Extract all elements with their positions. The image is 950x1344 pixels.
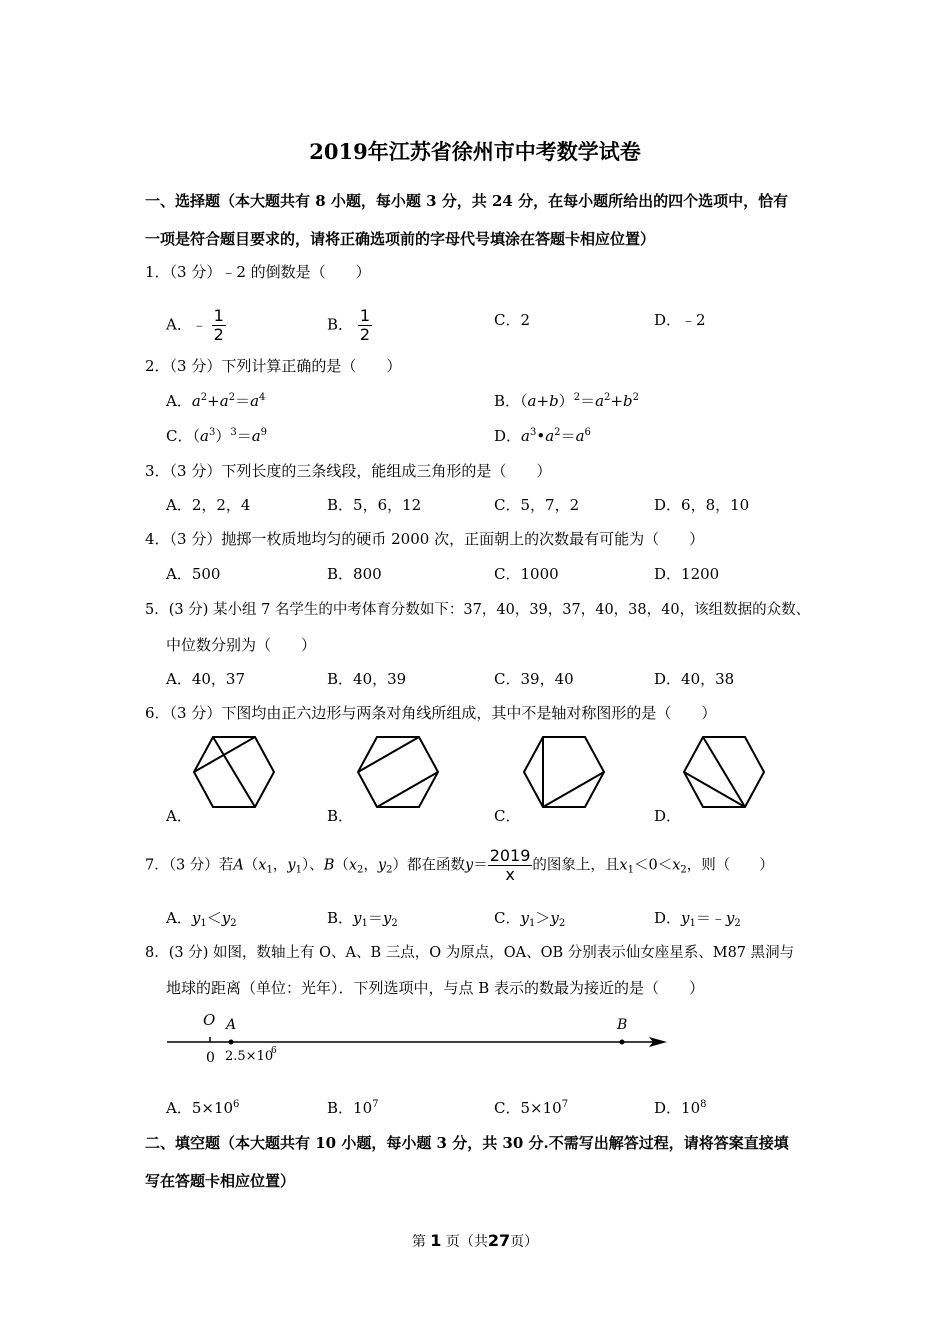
q6-option-c: C． xyxy=(494,807,521,825)
q1-option-b-fraction xyxy=(358,307,372,344)
q1-option-d: D．﹣2 xyxy=(654,311,706,329)
q1-option-a-label: A． xyxy=(166,315,192,334)
fraction-denominator: x xyxy=(505,865,515,884)
q7-end: ，则（ ） xyxy=(686,857,774,874)
q5-option-a: A．40，37 xyxy=(166,670,246,688)
q5-option-b: B．40，39 xyxy=(327,670,407,688)
q2-option-c-label: C．（ xyxy=(166,427,200,445)
q8-option-c-exp: 7 xyxy=(561,1099,569,1110)
q6-hexagon-d xyxy=(682,735,766,809)
q8-option-d xyxy=(654,1097,707,1118)
q2-option-a-label: A． xyxy=(166,392,192,410)
q5-stem-line2: 中位数分别为（ ） xyxy=(166,636,317,654)
q4-stem: 4．（3 分）抛掷一枚质地均匀的硬币 2000 次，正面朝上的次数最有可能为（ ） xyxy=(145,530,705,548)
q3-option-d: D．6，8，10 xyxy=(654,496,750,514)
q8-option-a-base: A．5×10 xyxy=(166,1099,234,1117)
q1-option-c: C．2 xyxy=(494,311,531,329)
q4-option-c: C．1000 xyxy=(494,565,559,583)
q7-option-c: C．$y_1>y_2$ xyxy=(494,909,566,929)
label-a-value: 2.5×10 xyxy=(225,1049,274,1064)
label-a: A xyxy=(226,1017,237,1033)
page-footer xyxy=(0,1231,950,1251)
q5-option-d: D．40，38 xyxy=(654,670,735,688)
q8-option-a xyxy=(166,1097,239,1118)
point-b xyxy=(620,1040,625,1045)
q3-option-c: C．5，7，2 xyxy=(494,496,580,514)
footer-page-number: 1 xyxy=(430,1231,442,1250)
q2-option-a: A．$a^2+a^2=a^4$ xyxy=(166,392,266,410)
q8-option-d-exp: 8 xyxy=(700,1099,707,1110)
footer-suffix: 页） xyxy=(510,1234,539,1250)
q5-option-c: C．39，40 xyxy=(494,670,574,688)
q2-option-d-label: D． xyxy=(494,427,522,445)
q7-option-b: B．$y_1=y_2$ xyxy=(327,909,398,929)
q7-option-a: A．$y_1<y_2$ xyxy=(166,909,237,929)
q8-option-b xyxy=(327,1097,379,1118)
q8-option-b-base: B．10 xyxy=(327,1099,373,1117)
q8-number-line xyxy=(165,1008,675,1068)
section1-heading-line1: 一、选择题（本大题共有 8 小题，每小题 3 分，共 24 分，在每小题所给出的四个选项中，恰有 xyxy=(145,192,789,210)
q6-option-b: B． xyxy=(327,807,354,825)
fraction-denominator: 2 xyxy=(213,325,224,344)
q7-mid: 都在函数 xyxy=(406,857,465,874)
q3-option-a: A．2，2，4 xyxy=(166,496,251,514)
fraction-numerator: 1 xyxy=(359,306,370,325)
q1-option-b xyxy=(327,307,372,344)
section1-heading-line2: 一项是符合题目要求的，请将正确选项前的字母代号填涂在答题卡相应位置） xyxy=(145,230,656,248)
section2-heading-line2: 写在答题卡相应位置） xyxy=(145,1172,296,1190)
q3-stem: 3．（3 分）下列长度的三条线段，能组成三角形的是（ ） xyxy=(145,462,552,480)
q8-option-c-base: C．5×10 xyxy=(494,1099,562,1117)
footer-prefix: 第 xyxy=(411,1234,426,1250)
q7-option-d: D．$y_1=﹣y_2$ xyxy=(654,909,741,929)
q8-option-b-exp: 7 xyxy=(372,1099,379,1110)
q8-stem-line1: 8．(3 分) 如图，数轴上有 O、A、B 三点，O 为原点，OA、OB 分别表示仙女座星系、M87 黑洞与 xyxy=(145,945,795,961)
q2-stem: 2．（3 分）下列计算正确的是（ ） xyxy=(145,357,402,375)
q6-option-a: A． xyxy=(166,807,192,825)
q4-option-a: A．500 xyxy=(166,565,221,583)
q2-option-d: D．$a^3•a^2=a^6$ xyxy=(494,427,591,445)
q6-stem: 6．（3 分）下图均由正六边形与两条对角线所组成，其中不是轴对称图形的是（ ） xyxy=(145,704,717,722)
q1-option-b-label: B． xyxy=(327,315,354,334)
q8-option-d-base: D．10 xyxy=(654,1099,701,1117)
q5-stem-line1: 5．(3 分) 某小组 7 名学生的中考体育分数如下：37，40，39，37，40，38，40，该组数据的众数、 xyxy=(145,602,811,618)
q6-option-d: D． xyxy=(654,807,682,825)
point-a xyxy=(229,1040,234,1045)
fraction-numerator: 2019 xyxy=(489,846,531,865)
label-o: O xyxy=(203,1011,216,1029)
q6-hexagon-c xyxy=(522,735,606,809)
footer-total-pages: 27 xyxy=(487,1231,511,1250)
q1-option-a-sign: ﹣ xyxy=(191,315,207,334)
q3-option-b: B．5，6，12 xyxy=(327,496,422,514)
q7-suffix: 的图象上，且 xyxy=(532,857,620,874)
q6-hexagon-b xyxy=(356,735,440,809)
q7-prefix: 7．（3 分）若 xyxy=(145,857,234,874)
q4-option-d: D．1200 xyxy=(654,565,720,583)
label-a-exponent: 6 xyxy=(271,1046,277,1056)
q1-option-a xyxy=(166,307,226,344)
fraction-denominator: 2 xyxy=(359,325,370,344)
q8-stem-line2: 地球的距离（单位：光年）．下列选项中，与点 B 表示的数最为接近的是（ ） xyxy=(166,979,705,997)
q8-option-c xyxy=(494,1097,568,1118)
q1-stem: 1．（3 分）﹣2 的倒数是（ ） xyxy=(145,263,371,281)
page-title: 2019年江苏省徐州市中考数学试卷 xyxy=(309,139,641,164)
q4-option-b: B．800 xyxy=(327,565,382,583)
q6-hexagon-a xyxy=(192,735,276,809)
q2-option-b-label: B．（ xyxy=(494,392,528,410)
section2-heading-line1: 二、填空题（本大题共有 10 小题，每小题 3 分，共 30 分.不需写出解答过程，请将答案直接填 xyxy=(145,1134,789,1152)
q1-option-a-fraction xyxy=(212,307,226,344)
label-zero: 0 xyxy=(206,1050,215,1066)
label-b: B xyxy=(617,1017,628,1033)
fraction-numerator: 1 xyxy=(213,306,224,325)
footer-mid: 页（共 xyxy=(445,1234,488,1250)
q7-function-fraction xyxy=(488,847,533,884)
q7-stem: 7．（3 分）若$A(x_1$，$y_1$）、$B(x_2$，$y_2$）都在函数y＝ $\frac{2019}{x}$ 的图象上，且$x_1<0<x_2$，则（ ） xyxy=(145,846,774,884)
q8-option-a-exp: 6 xyxy=(233,1099,240,1110)
q2-option-c: C．$(a^3)^3=a^9$ xyxy=(166,427,268,445)
q2-option-b: B．$(a+b)^2=a^2+b^2$ xyxy=(494,392,639,410)
